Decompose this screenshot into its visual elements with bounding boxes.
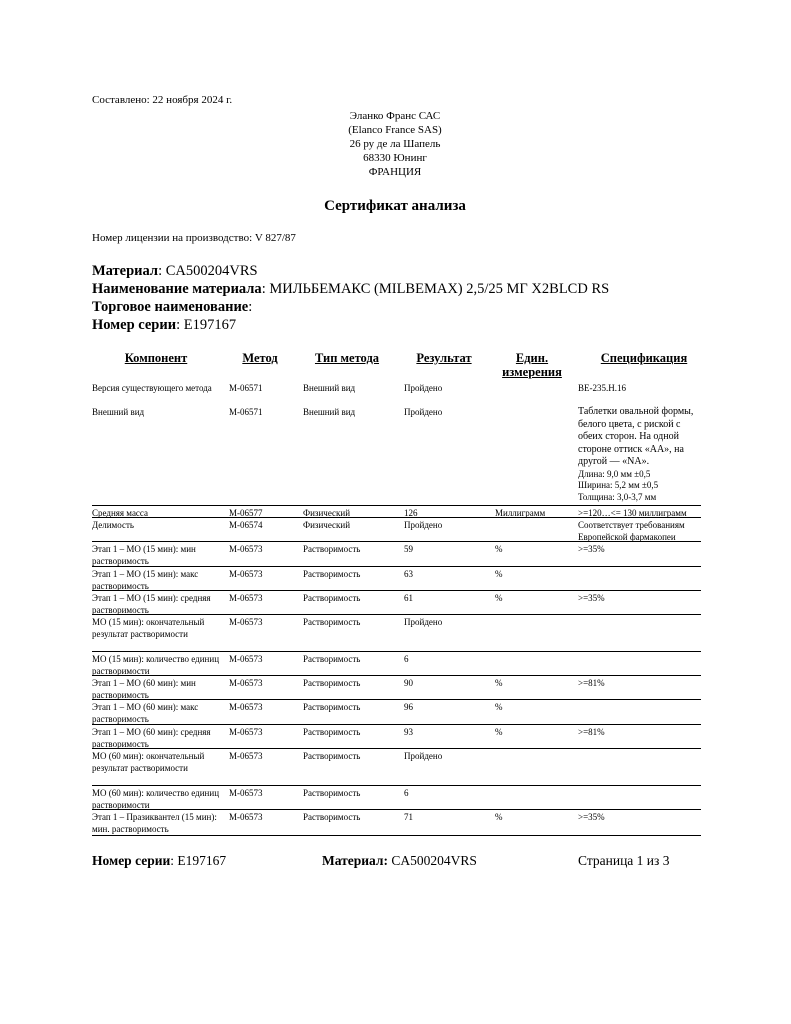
spec-line: Таблетки овальной формы, белого цвета, с риской с обеих сторон. На одной стороне оттиск «AA», на другой — «NA». (578, 406, 694, 467)
table-row (92, 381, 701, 405)
cell-method: M-06573 (229, 593, 263, 603)
cell-method-type: Растворимость (303, 544, 361, 554)
cell-unit: % (495, 569, 503, 579)
cell-method-type: Растворимость (303, 678, 361, 688)
header-unit-line1: Един. (515, 351, 549, 365)
table-row (92, 405, 701, 506)
cell-result: Пройдено (404, 407, 443, 417)
cell-unit: % (495, 812, 503, 822)
batch-line (92, 316, 609, 334)
cell-method: M-06573 (229, 654, 263, 664)
spec-line: >=35% (578, 593, 605, 603)
cell-method-type: Растворимость (303, 593, 361, 603)
header-method-type: Тип метода (314, 351, 380, 365)
cell-spec (578, 543, 704, 555)
cell-result: 59 (404, 544, 413, 554)
cell-method-type: Растворимость (303, 788, 361, 798)
table-row (92, 725, 701, 749)
cell-unit: Миллиграмм (495, 508, 546, 518)
cell-result: 61 (404, 593, 413, 603)
batch-value: : E197167 (176, 317, 237, 333)
table-row (92, 810, 701, 836)
footer-batch (92, 853, 226, 869)
table-row (92, 567, 701, 591)
material-value: : CA500204VRS (158, 263, 258, 279)
cell-component: МО (60 мин): окончательный результат растворимости (92, 751, 205, 773)
cell-method: M-06573 (229, 702, 263, 712)
cell-method: M-06571 (229, 407, 263, 417)
footer-material-label: Материал: (322, 853, 388, 868)
cell-result: 6 (404, 654, 409, 664)
table-row (92, 518, 701, 542)
table-row (92, 676, 701, 700)
table-header (0, 351, 791, 381)
footer-batch-value: : E197167 (170, 853, 227, 868)
cell-component: Этап 1 – МО (15 мин): мин растворимость (92, 544, 196, 566)
cell-component: МО (60 мин): количество единиц растворимости (92, 788, 220, 810)
address-line: ФРАНЦИЯ (368, 166, 422, 178)
cell-spec (578, 677, 704, 689)
spec-line: >=120…<= 130 миллиграмм (578, 508, 687, 518)
cell-component: МО (15 мин): количество единиц растворимости (92, 654, 220, 676)
material-line (92, 262, 609, 280)
header-spec: Спецификация (600, 351, 688, 365)
spec-line: BE-235.H.16 (578, 383, 626, 393)
footer-material (322, 853, 477, 869)
cell-unit: % (495, 702, 503, 712)
cell-result: 6 (404, 788, 409, 798)
cell-method: M-06573 (229, 569, 263, 579)
cell-method-type: Внешний вид (303, 407, 356, 417)
table-row (92, 542, 701, 567)
cell-method: M-06573 (229, 544, 263, 554)
cell-unit: % (495, 593, 503, 603)
cell-spec (578, 519, 704, 543)
prepared-date: Составлено: 22 ноября 2024 г. (92, 94, 233, 106)
cell-spec (578, 811, 704, 823)
cell-result: 96 (404, 702, 413, 712)
cell-method: M-06573 (229, 812, 263, 822)
cell-component: Версия существующего метода (92, 383, 212, 393)
cell-method: M-06573 (229, 617, 263, 627)
page-number: Страница 1 из 3 (578, 853, 670, 868)
trade-name-value: : (248, 299, 253, 315)
trade-name-line (92, 298, 609, 316)
cell-spec (578, 406, 704, 503)
header-unit (492, 351, 572, 379)
table-row (92, 749, 701, 786)
cell-spec (578, 382, 704, 394)
material-info (92, 262, 609, 334)
cell-component: Внешний вид (92, 407, 145, 417)
spec-line: >=35% (578, 544, 605, 554)
spec-line: Соответствует требованиям Европейской фармакопеи (578, 520, 685, 542)
header-component: Компонент (124, 351, 188, 365)
table-row (92, 700, 701, 725)
cell-result: Пройдено (404, 617, 443, 627)
cell-method-type: Растворимость (303, 727, 361, 737)
cell-spec (578, 592, 704, 604)
cell-method-type: Растворимость (303, 654, 361, 664)
cell-method-type: Растворимость (303, 812, 361, 822)
cell-component: Этап 1 – МО (60 мин): макс растворимость (92, 702, 199, 724)
address-line: 26 ру де ла Шапель (349, 138, 441, 150)
spec-line: Длина: 9,0 мм ±0,5 (578, 468, 651, 479)
header-result: Результат (416, 351, 472, 365)
table-row (92, 615, 701, 652)
footer-batch-label: Номер серии (92, 853, 171, 868)
cell-component: Этап 1 – Празиквантел (15 мин): мин. растворимость (92, 812, 217, 834)
cell-method-type: Физический (303, 520, 351, 530)
table-row (92, 591, 701, 615)
table-row (92, 652, 701, 676)
table-row (92, 786, 701, 810)
cell-method-type: Внешний вид (303, 383, 356, 393)
header-unit-line2: измерения (502, 365, 562, 379)
cell-method-type: Растворимость (303, 617, 361, 627)
cell-method-type: Физический (303, 508, 351, 518)
document-title: Сертификат анализа (324, 198, 466, 214)
company-address (195, 109, 595, 179)
cell-component: Средняя масса (92, 508, 149, 518)
cell-unit: % (495, 544, 503, 554)
license-number: Номер лицензии на производство: V 827/87 (92, 232, 296, 244)
cell-result: Пройдено (404, 520, 443, 530)
material-name-value: : МИЛЬБЕМАКС (MILBEMAX) 2,5/25 МГ X2BLCD RS (261, 281, 610, 297)
cell-method-type: Растворимость (303, 702, 361, 712)
cell-method-type: Растворимость (303, 751, 361, 761)
cell-method: M-06573 (229, 788, 263, 798)
cell-unit: % (495, 727, 503, 737)
cell-method: M-06574 (229, 520, 263, 530)
cell-method: M-06577 (229, 508, 263, 518)
cell-result: 90 (404, 678, 413, 688)
cell-component: Этап 1 – МО (15 мин): макс растворимость (92, 569, 199, 591)
cell-component: Этап 1 – МО (15 мин): средняя растворимость (92, 593, 211, 615)
footer-material-value: CA500204VRS (388, 853, 477, 868)
cell-method-type: Растворимость (303, 569, 361, 579)
cell-component: Этап 1 – МО (60 мин): мин растворимость (92, 678, 196, 700)
material-name-label: Наименование материала (92, 281, 262, 297)
address-line: (Elanco France SAS) (348, 124, 442, 136)
spec-line: >=81% (578, 727, 605, 737)
spec-line: Толщина: 3,0-3,7 мм (578, 491, 657, 502)
cell-method: M-06573 (229, 727, 263, 737)
cell-component: Этап 1 – МО (60 мин): средняя растворимость (92, 727, 211, 749)
cell-component: Делимость (92, 520, 135, 530)
cell-result: Пройдено (404, 751, 443, 761)
cell-unit: % (495, 678, 503, 688)
address-line: 68330 Юнинг (363, 152, 427, 164)
cell-method: M-06571 (229, 383, 263, 393)
cell-method: M-06573 (229, 678, 263, 688)
material-label: Материал (92, 263, 159, 279)
spec-line: >=35% (578, 812, 605, 822)
header-method: Метод (242, 351, 278, 365)
address-line: Эланко Франс САС (349, 110, 441, 122)
cell-result: 71 (404, 812, 413, 822)
material-name-line (92, 280, 609, 298)
spec-line: >=81% (578, 678, 605, 688)
cell-method: M-06573 (229, 751, 263, 761)
batch-label: Номер серии (92, 317, 177, 333)
spec-line: Ширина: 5,2 мм ±0,5 (578, 480, 659, 490)
cell-result: 63 (404, 569, 413, 579)
cell-component: МО (15 мин): окончательный результат растворимости (92, 617, 205, 639)
table-row (92, 506, 701, 518)
cell-spec (578, 726, 704, 738)
cell-result: 93 (404, 727, 413, 737)
cell-result: Пройдено (404, 383, 443, 393)
trade-name-label: Торговое наименование (92, 299, 249, 315)
cell-result: 126 (404, 508, 418, 518)
